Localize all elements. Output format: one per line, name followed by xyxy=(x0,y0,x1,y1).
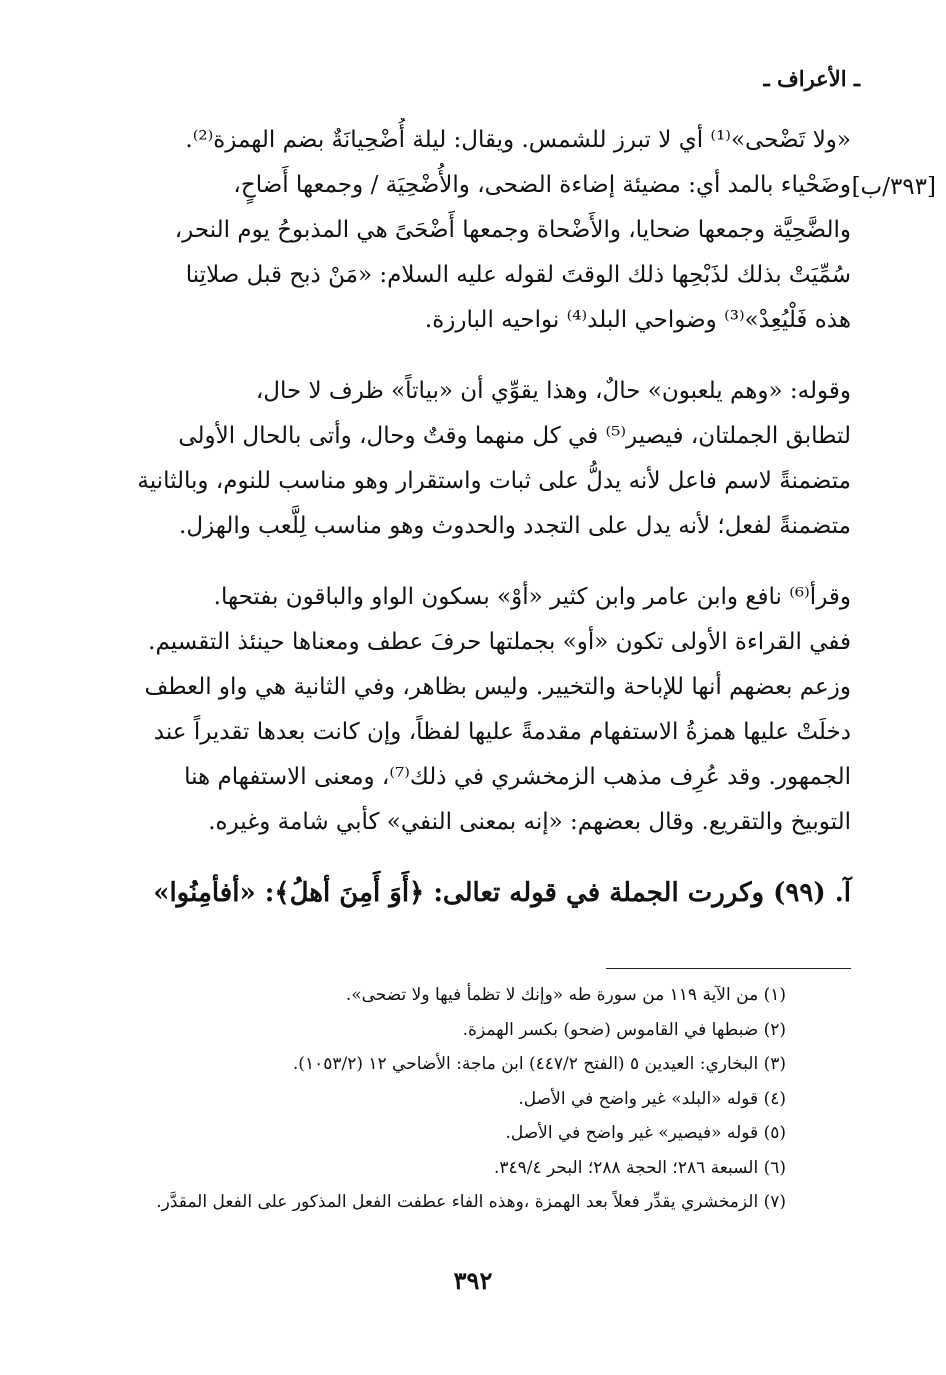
text-line: سُمِّيَتْ بذلك لذَبْحِها ذلك الوقتَ لقوله عليه السلام: «مَنْ ذبح قبل صلاتِنا xyxy=(185,262,851,288)
footnotes xyxy=(95,978,786,1220)
main-text xyxy=(100,118,851,916)
footnote: (٧) الزمخشري يقدِّر فعلاً بعد الهمزة ،وهذه الفاء عطفت الفعل المذكور على الفعل المقدَّر. xyxy=(156,1192,786,1212)
running-head: ـ الأعراف ـ xyxy=(763,66,860,91)
text-line: وضَحْياء بالمد أي: مضيئة إضاءة الضحى، والأُضْحِيَة / وجمعها أَضاحٍ، xyxy=(233,172,851,198)
footnote: (٣) البخاري: العيدين ٥ (الفتح ٤٤٧/٢) ابن ماجة: الأضاحي ١٢ (١٠٥٣/٢). xyxy=(292,1054,786,1074)
footnote: (٢) ضبطها في القاموس (ضحو) بكسر الهمزة. xyxy=(462,1019,786,1040)
text-line: هذه فَلْيُعِدْ»⁽³⁾ وضواحي البلد⁽⁴⁾ نواحيه البارزة. xyxy=(424,307,851,333)
paragraph-2 xyxy=(100,369,851,549)
text-line: وقرأ⁽⁶⁾ نافع وابن عامر وابن كثير «أوْ» بسكون الواو والباقون بفتحها. xyxy=(213,584,851,610)
footnote: (٦) السبعة ٢٨٦؛ الحجة ٢٨٨؛ البحر ٣٤٩/٤. xyxy=(493,1157,786,1178)
text-line: متضمنةً لفعل؛ لأنه يدل على التجدد والحدوث وهو مناسب لِلَّعب والهزل. xyxy=(179,513,851,539)
verse-heading: آ. (٩٩) وكررت الجملة في قوله تعالى: ﴿أَوَ أَمِنَ أهلُ﴾: «أفأمِنُوا» xyxy=(153,878,851,908)
footnote: (٤) قوله «البلد» غير واضح في الأصل. xyxy=(518,1088,786,1109)
text-line: «ولا تَضْحى»⁽¹⁾ أي لا تبرز للشمس. ويقال: ليلة أُضْحِيانَةٌ بضم الهمزة⁽²⁾. xyxy=(185,127,851,153)
paragraph-1 xyxy=(100,118,851,343)
text-line: وقوله: «وهم يلعبون» حالٌ، وهذا يقوِّي أن «بياتاً» ظرف لا حال، xyxy=(255,378,851,404)
page-number: ٣٩٢ xyxy=(453,1266,493,1295)
footnote: (١) من الآية ١١٩ من سورة طه «وإنك لا تظمأ فيها ولا تضحى». xyxy=(345,985,786,1005)
manuscript-folio-marker: [٣٩٣/ب] xyxy=(851,174,936,200)
text-line: الجمهور. وقد عُرِف مذهب الزمخشري في ذلك⁽⁷⁾، ومعنى الاستفهام هنا xyxy=(184,764,851,790)
text-line: متضمنةً لاسم فاعل لأنه يدلُّ على ثبات واستقرار وهو مناسب للنوم، وبالثانية xyxy=(137,468,851,494)
footnote: (٥) قوله «فيصير» غير واضح في الأصل. xyxy=(505,1123,786,1143)
footnote-divider xyxy=(606,968,851,969)
paragraph-3 xyxy=(100,575,851,845)
text-line: والضَّحِيَّة وجمعها ضحايا، والأَضْحاة وجمعها أَضْحَىً هي المذبوحُ يوم النحر، xyxy=(174,217,851,243)
text-line: لتطابق الجملتان، فيصير⁽⁵⁾ في كل منهما وقتٌ وحال، وأتى بالحال الأولى xyxy=(178,423,851,449)
text-line: وزعم بعضهم أنها للإباحة والتخيير. وليس بظاهر، وفي الثانية هي واو العطف xyxy=(144,674,851,700)
text-line: التوبيخ والتقريع. وقال بعضهم: «إنه بمعنى النفي» كأبي شامة وغيره. xyxy=(208,809,851,835)
text-line: ففي القراءة الأولى تكون «أو» بجملتها حرفَ عطف ومعناها حينئذ التقسيم. xyxy=(148,629,851,655)
text-line: دخلَتْ عليها همزةُ الاستفهام مقدمةً عليها لفظاً، وإن كانت بعدها تقديراً عند xyxy=(153,719,851,745)
